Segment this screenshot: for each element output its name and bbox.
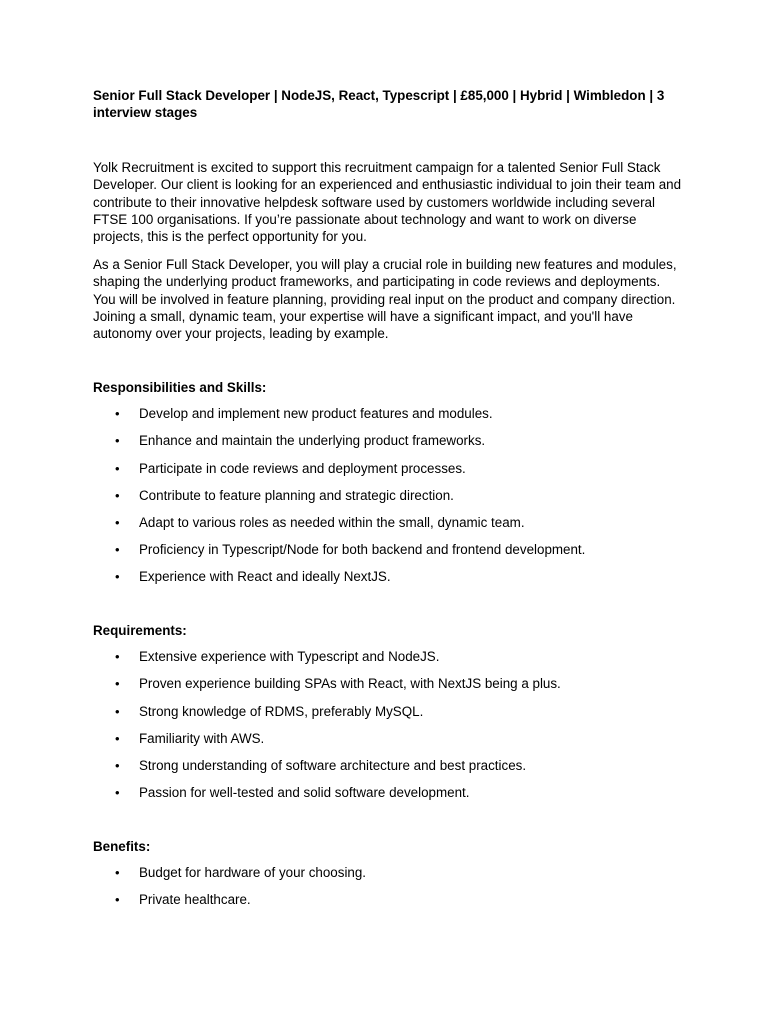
list-item-text: Proven experience building SPAs with React, with NextJS being a plus. [139, 676, 561, 692]
list-item-text: Enhance and maintain the underlying product frameworks. [139, 433, 486, 449]
list-item [93, 730, 683, 747]
list-item [93, 541, 683, 558]
list-item [93, 703, 683, 720]
requirements-list [93, 648, 683, 801]
list-item [93, 864, 683, 881]
list-item-text: Contribute to feature planning and strategic direction. [139, 487, 454, 503]
list-item [93, 675, 683, 692]
bullet-icon: • [115, 703, 120, 719]
role-paragraph: As a Senior Full Stack Developer, you will play a crucial role in building new features and modules, shaping the underlying product frameworks, and participating in code reviews and deployments. You will be involved in feature planning, providing real input on the product and company direction. Joining a small, dynamic team, your expertise will have a significant impact, and you'll have autonomy over your projects, leading by example. [93, 256, 677, 342]
list-item-text: Budget for hardware of your choosing. [139, 864, 367, 880]
bullet-icon: • [115, 542, 120, 558]
intro-paragraph: Yolk Recruitment is excited to support this recruitment campaign for a talented Senior Full Stack Developer. Our client is looking for an experienced and enthusiastic individual to join their team and contribute to their innovative helpdesk software used by customers worldwide including several FTSE 100 organisations. If you’re passionate about technology and want to work on diverse projects, this is the perfect opportunity for you. [93, 159, 682, 245]
requirements-heading: Requirements: [93, 622, 187, 638]
list-item [93, 405, 683, 422]
benefits-list [93, 864, 683, 909]
list-item [93, 487, 683, 504]
responsibilities-heading: Responsibilities and Skills: [93, 379, 267, 395]
bullet-icon: • [115, 515, 120, 531]
list-item [93, 432, 683, 449]
list-item [93, 568, 683, 585]
bullet-icon: • [115, 569, 120, 585]
list-item-text: Extensive experience with Typescript and NodeJS. [139, 649, 440, 665]
list-item [93, 891, 683, 908]
bullet-icon: • [115, 892, 120, 908]
list-item-text: Experience with React and ideally NextJS. [139, 569, 391, 585]
benefits-heading: Benefits: [93, 838, 151, 854]
list-item [93, 757, 683, 774]
list-item [93, 784, 683, 801]
list-item-text: Adapt to various roles as needed within the small, dynamic team. [139, 515, 525, 531]
bullet-icon: • [115, 460, 120, 476]
responsibilities-list [93, 405, 683, 586]
job-title: Senior Full Stack Developer | NodeJS, React, Typescript | £85,000 | Hybrid | Wimbledon | 3 interview stages [93, 88, 665, 121]
list-item [93, 648, 683, 665]
list-item [93, 460, 683, 477]
list-item-text: Familiarity with AWS. [139, 730, 265, 746]
bullet-icon: • [115, 676, 120, 692]
list-item-text: Private healthcare. [139, 892, 251, 908]
bullet-icon: • [115, 864, 120, 880]
list-item-text: Strong understanding of software architecture and best practices. [139, 757, 527, 773]
bullet-icon: • [115, 730, 120, 746]
bullet-icon: • [115, 487, 120, 503]
list-item-text: Participate in code reviews and deployment processes. [139, 460, 466, 476]
document-page [93, 87, 683, 909]
list-item-text: Develop and implement new product features and modules. [139, 406, 493, 422]
bullet-icon: • [115, 785, 120, 801]
bullet-icon: • [115, 433, 120, 449]
bullet-icon: • [115, 649, 120, 665]
bullet-icon: • [115, 757, 120, 773]
bullet-icon: • [115, 406, 120, 422]
list-item-text: Proficiency in Typescript/Node for both backend and frontend development. [139, 542, 586, 558]
list-item-text: Passion for well-tested and solid software development. [139, 785, 470, 801]
list-item [93, 514, 683, 531]
list-item-text: Strong knowledge of RDMS, preferably MySQL. [139, 703, 424, 719]
